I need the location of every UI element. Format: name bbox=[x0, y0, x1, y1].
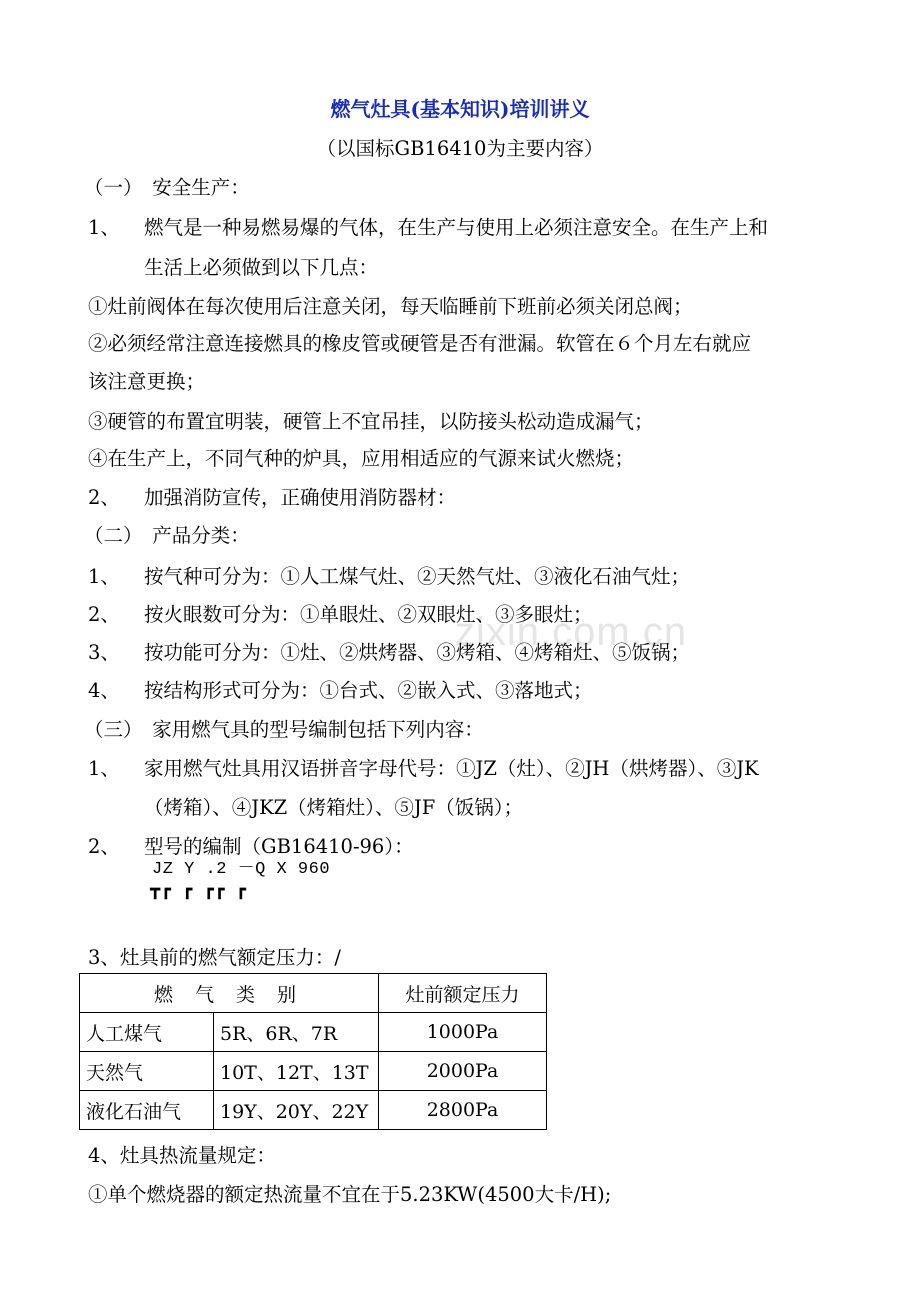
document-title: 燃气灶具(基本知识)培训讲义 bbox=[330, 97, 590, 121]
table-row bbox=[80, 1091, 547, 1130]
paragraph-line: 家用燃气灶具用汉语拼音字母代号：①JZ（灶）、②JH（烘烤器）、③JK bbox=[144, 757, 759, 780]
table-row bbox=[80, 1052, 547, 1091]
list-item: 按功能可分为：①灶、②烘烤器、③烤箱、④烤箱灶、⑤饭锅； bbox=[144, 641, 691, 664]
paragraph-line: ①灶前阀体在每次使用后注意关闭，每天临睡前下班前必须关闭总阀； bbox=[88, 295, 693, 318]
paragraph-line: 燃气是一种易燃易爆的气体，在生产与使用上必须注意安全。在生产上和 bbox=[144, 216, 769, 239]
heatflow-heading: 4、灶具热流量规定： bbox=[88, 1144, 276, 1167]
paragraph-line: ①单个燃烧器的额定热流量不宜在于5.23KW(4500大卡/H); bbox=[88, 1183, 612, 1206]
list-item: 按气种可分为：①人工煤气灶、②天然气灶、③液化石油气灶； bbox=[144, 565, 691, 588]
section-heading-classification: （二） 产品分类： bbox=[84, 524, 250, 547]
gas-name-cell: 液化石油气 bbox=[80, 1091, 214, 1130]
column-header-pressure: 灶前额定压力 bbox=[379, 974, 547, 1013]
section-heading-model-coding: （三） 家用燃气具的型号编制包括下列内容： bbox=[84, 718, 484, 741]
paragraph-line: ④在生产上，不同气种的炉具，应用相适应的气源来试火燃烧； bbox=[88, 447, 635, 470]
paragraph-line: ③硬管的布置宜明装，硬管上不宜吊挂，以防接头松动造成漏气； bbox=[88, 410, 654, 433]
table-header-row bbox=[80, 974, 547, 1013]
gas-pressure-table bbox=[79, 973, 547, 1130]
model-code-markers: ┳┏ ┏ ┏┏ ┏ bbox=[150, 882, 247, 901]
list-item: 按结构形式可分为：①台式、②嵌入式、③落地式； bbox=[144, 679, 593, 702]
model-code: JZ Y .2 －Q X 960 bbox=[152, 860, 331, 879]
paragraph-line: （烤箱）、④JKZ（烤箱灶）、⑤JF（饭锅）； bbox=[144, 796, 524, 819]
pressure-heading: 3、灶具前的燃气额定压力：/ bbox=[88, 946, 341, 969]
gas-name-cell: 人工煤气 bbox=[80, 1013, 214, 1052]
paragraph-line: ②必须经常注意连接燃具的橡皮管或硬管是否有泄漏。软管在６个月左右就应 bbox=[88, 332, 752, 355]
list-number: 4、 bbox=[88, 679, 120, 702]
pressure-value-cell: 1000Pa bbox=[379, 1013, 547, 1052]
gas-code-cell: 5R、6R、7R bbox=[214, 1013, 379, 1052]
column-header-gas-type: 燃 气 类 别 bbox=[80, 974, 379, 1013]
list-number: 1、 bbox=[88, 216, 120, 239]
section-heading-safety: （一） 安全生产： bbox=[84, 176, 250, 199]
list-item: 按火眼数可分为：①单眼灶、②双眼灶、③多眼灶； bbox=[144, 603, 593, 626]
watermark: zixin.com.cn bbox=[455, 610, 688, 654]
gas-code-cell: 10T、12T、13T bbox=[214, 1052, 379, 1091]
list-number: 2、 bbox=[88, 486, 120, 509]
gas-code-cell: 19Y、20Y、22Y bbox=[214, 1091, 379, 1130]
table-row bbox=[80, 1013, 547, 1052]
paragraph-line: 加强消防宣传，正确使用消防器材： bbox=[144, 486, 457, 509]
gas-name-cell: 天然气 bbox=[80, 1052, 214, 1091]
list-number: 3、 bbox=[88, 641, 120, 664]
paragraph-line: 该注意更换； bbox=[88, 370, 206, 393]
paragraph-line: 生活上必须做到以下几点： bbox=[144, 256, 379, 279]
list-number: 1、 bbox=[88, 565, 120, 588]
list-number: 2、 bbox=[88, 603, 120, 626]
pressure-value-cell: 2800Pa bbox=[379, 1091, 547, 1130]
document-subtitle: （以国标GB16410为主要内容） bbox=[316, 137, 604, 160]
list-number: 1、 bbox=[88, 757, 120, 780]
paragraph-line: 型号的编制（GB16410-96）： bbox=[144, 835, 414, 858]
pressure-value-cell: 2000Pa bbox=[379, 1052, 547, 1091]
list-number: 2、 bbox=[88, 835, 120, 858]
